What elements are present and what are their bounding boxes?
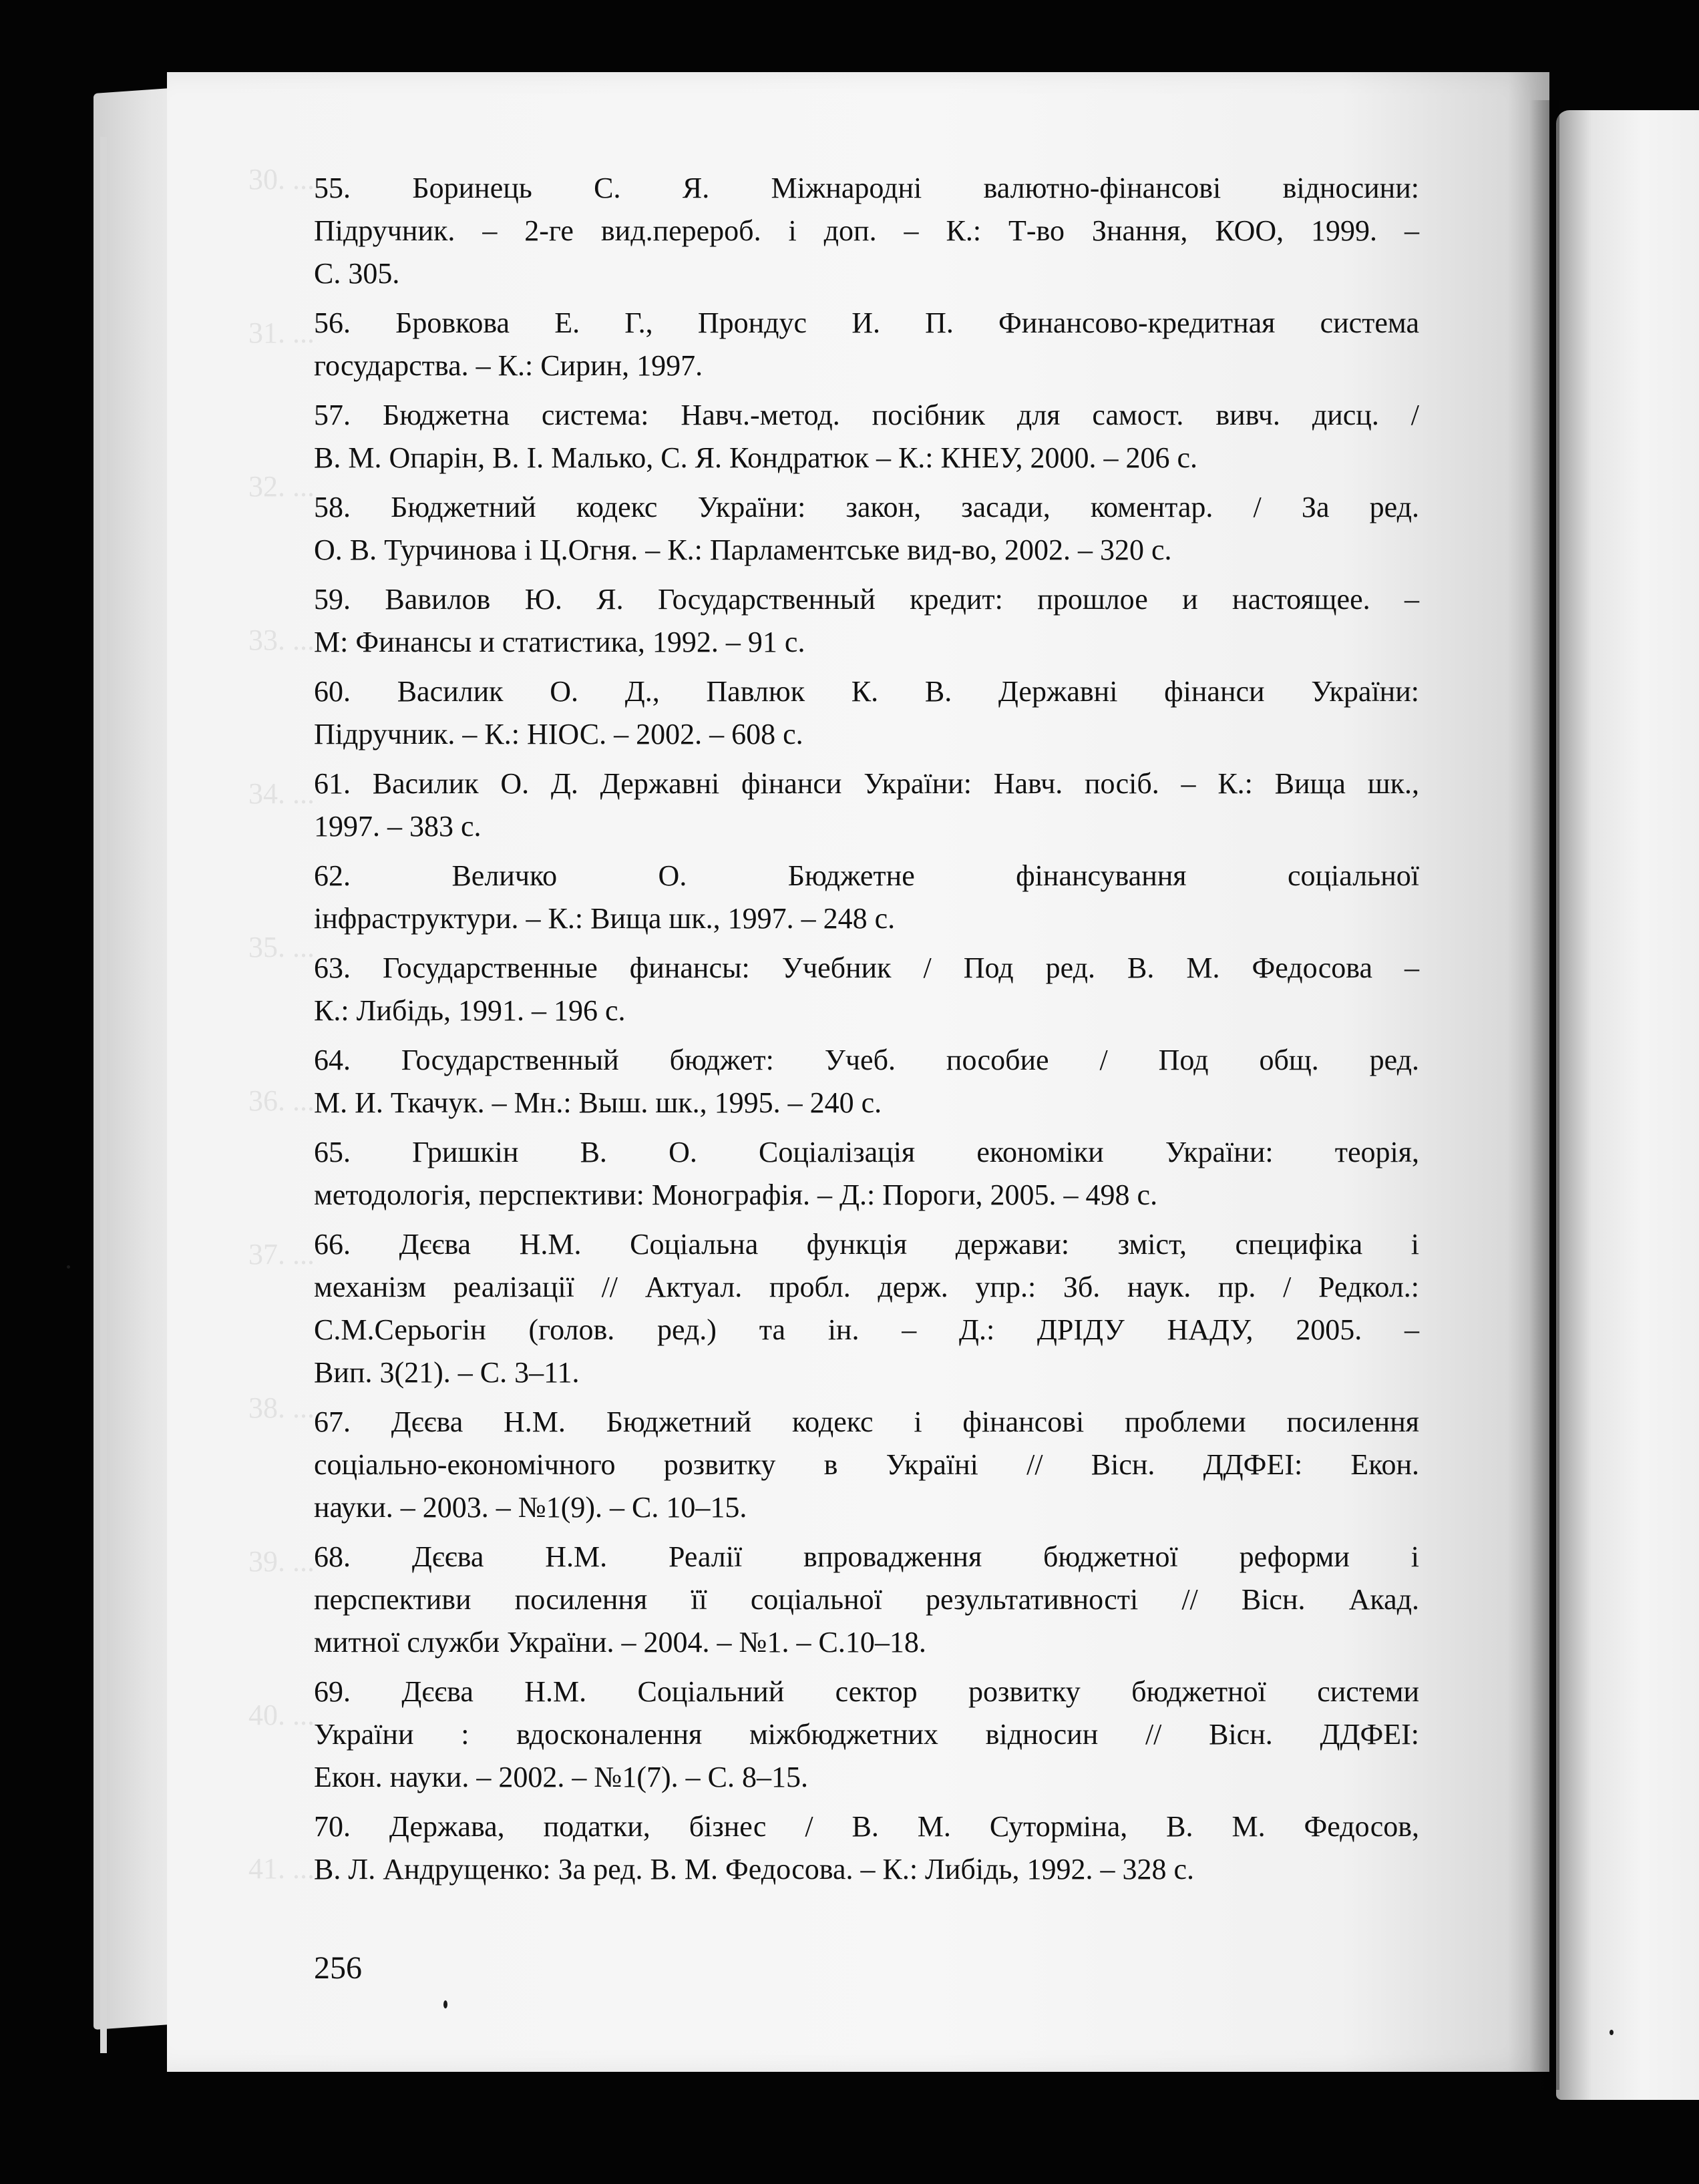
bibliography-entry: [314, 762, 1419, 848]
entry-line: К.: Либідь, 1991. – 196 с.: [314, 994, 626, 1027]
facing-page: [1556, 110, 1699, 2100]
entry-line: 60. Василик О. Д., Павлюк К. В. Державні фінанси України:: [314, 675, 1419, 708]
entry-line: В. Л. Андрущенко: За ред. В. М. Федосова. – К.: Либідь, 1992. – 328 с.: [314, 1853, 1195, 1886]
bibliography-entry: [314, 1536, 1419, 1664]
page-number: 256: [314, 1950, 362, 1986]
entry-line: В. М. Опарін, В. І. Малько, С. Я. Кондратюк – К.: КНЕУ, 2000. – 206 с.: [314, 441, 1198, 474]
entry-line: методологія, перспективи: Монографія. – Д.: Пороги, 2005. – 498 с.: [314, 1178, 1158, 1211]
bibliography-entry: [314, 486, 1419, 572]
show-through-line: 31. ...: [248, 316, 315, 349]
entry-line: С. 305.: [314, 257, 400, 290]
entry-line: України : вдосконалення міжбюджетних відносин // Вісн. ДДФЕІ:: [314, 1718, 1419, 1751]
entry-line: Підручник. – К.: НІОС. – 2002. – 608 с.: [314, 718, 803, 750]
entry-line: О. В. Турчинова і Ц.Огня. – К.: Парламентське вид-во, 2002. – 320 с.: [314, 533, 1172, 566]
bibliography-entry: [314, 855, 1419, 940]
entry-line: М. И. Ткачук. – Мн.: Выш. шк., 1995. – 240 с.: [314, 1086, 882, 1119]
entry-line: 67. Дєєва Н.М. Бюджетний кодекс і фінансові проблеми посилення: [314, 1405, 1419, 1438]
bibliography-entry: [314, 167, 1419, 295]
show-through-line: 32. ...: [248, 470, 315, 503]
bibliography-entry: [314, 1131, 1419, 1217]
entry-line: 64. Государственный бюджет: Учеб. пособие / Под общ. ред.: [314, 1044, 1419, 1076]
entry-line: митної служби України. – 2004. – №1. – С.10–18.: [314, 1626, 926, 1659]
show-through-line: 30. ...: [248, 163, 315, 196]
bibliography-entry: [314, 578, 1419, 664]
bibliography-entry: [314, 1039, 1419, 1124]
dust-speck: [67, 1265, 70, 1269]
entry-line: 62. Величко О. Бюджетне фінансування соціальної: [314, 859, 1419, 892]
entry-line: Екон. науки. – 2002. – №1(7). – С. 8–15.: [314, 1761, 808, 1793]
page-stack-line: [100, 137, 107, 2053]
show-through-line: 39. ...: [248, 1545, 315, 1578]
entry-line: 58. Бюджетний кодекс України: закон, засади, коментар. / За ред.: [314, 491, 1419, 523]
bibliography-entry: [314, 394, 1419, 479]
show-through-line: 34. ...: [248, 777, 315, 810]
gutter-shadow: [1529, 100, 1559, 2090]
entry-line: 66. Дєєва Н.М. Соціальна функція держави: зміст, специфіка і: [314, 1228, 1419, 1261]
entry-line: С.М.Серьогін (голов. ред.) та ін. – Д.: ДРІДУ НАДУ, 2005. –: [314, 1313, 1419, 1346]
show-through-line: 36. ...: [248, 1084, 315, 1117]
entry-line: 63. Государственные финансы: Учебник / Под ред. В. М. Федосова –: [314, 951, 1419, 984]
bibliography-entry: [314, 1223, 1419, 1394]
entry-line: государства. – К.: Сирин, 1997.: [314, 349, 703, 382]
entry-line: 56. Бровкова Е. Г., Прондус И. П. Финансово-кредитная система: [314, 306, 1419, 339]
entry-line: 70. Держава, податки, бізнес / В. М. Суторміна, В. М. Федосов,: [314, 1810, 1419, 1843]
entry-line: науки. – 2003. – №1(9). – С. 10–15.: [314, 1491, 747, 1524]
show-through-line: 38. ...: [248, 1391, 315, 1424]
bibliography-entry: [314, 1401, 1419, 1529]
entry-line: Вип. 3(21). – С. 3–11.: [314, 1356, 580, 1389]
show-through-line: 40. ...: [248, 1699, 315, 1731]
entry-line: 61. Василик О. Д. Державні фінанси України: Навч. посіб. – К.: Вища шк.,: [314, 767, 1419, 800]
entry-line: 68. Дєєва Н.М. Реалії впровадження бюджетної реформи і: [314, 1540, 1419, 1573]
bibliography-entry: [314, 1805, 1419, 1891]
dust-speck: [1610, 2030, 1614, 2035]
bibliography-entry: [314, 670, 1419, 756]
entry-line: механізм реалізації // Актуал. пробл. держ. упр.: Зб. наук. пр. / Редкол.:: [314, 1271, 1419, 1303]
bibliography-entry: [314, 1671, 1419, 1799]
entry-line: перспективи посилення її соціальної результативності // Вісн. Акад.: [314, 1583, 1419, 1616]
entry-line: М: Финансы и статистика, 1992. – 91 с.: [314, 626, 805, 658]
dust-speck: [443, 2000, 447, 2008]
entry-line: 59. Вавилов Ю. Я. Государственный кредит: прошлое и настоящее. –: [314, 583, 1419, 616]
entry-line: соціально-економічного розвитку в Україні // Вісн. ДДФЕІ: Екон.: [314, 1448, 1419, 1481]
entry-line: 69. Дєєва Н.М. Соціальний сектор розвитку бюджетної системи: [314, 1675, 1419, 1708]
entry-line: 1997. – 383 с.: [314, 810, 482, 843]
bibliography-list: [314, 167, 1419, 1898]
entry-line: інфраструктури. – К.: Вища шк., 1997. – 248 с.: [314, 902, 896, 935]
bibliography-entry: [314, 947, 1419, 1032]
entry-line: 55. Боринець С. Я. Міжнародні валютно-фінансові відносини:: [314, 172, 1419, 204]
entry-line: 65. Гришкін В. О. Соціалізація економіки України: теорія,: [314, 1136, 1419, 1168]
bibliography-entry: [314, 302, 1419, 387]
entry-line: Підручник. – 2-ге вид.перероб. і доп. – К.: Т-во Знання, КОО, 1999. –: [314, 214, 1419, 247]
show-through-line: 41. ...: [248, 1852, 315, 1885]
show-through-line: 37. ...: [248, 1238, 315, 1271]
show-through-line: 35. ...: [248, 931, 315, 963]
show-through-line: 33. ...: [248, 624, 315, 656]
entry-line: 57. Бюджетна система: Навч.-метод. посібник для самост. вивч. дисц. /: [314, 399, 1419, 431]
